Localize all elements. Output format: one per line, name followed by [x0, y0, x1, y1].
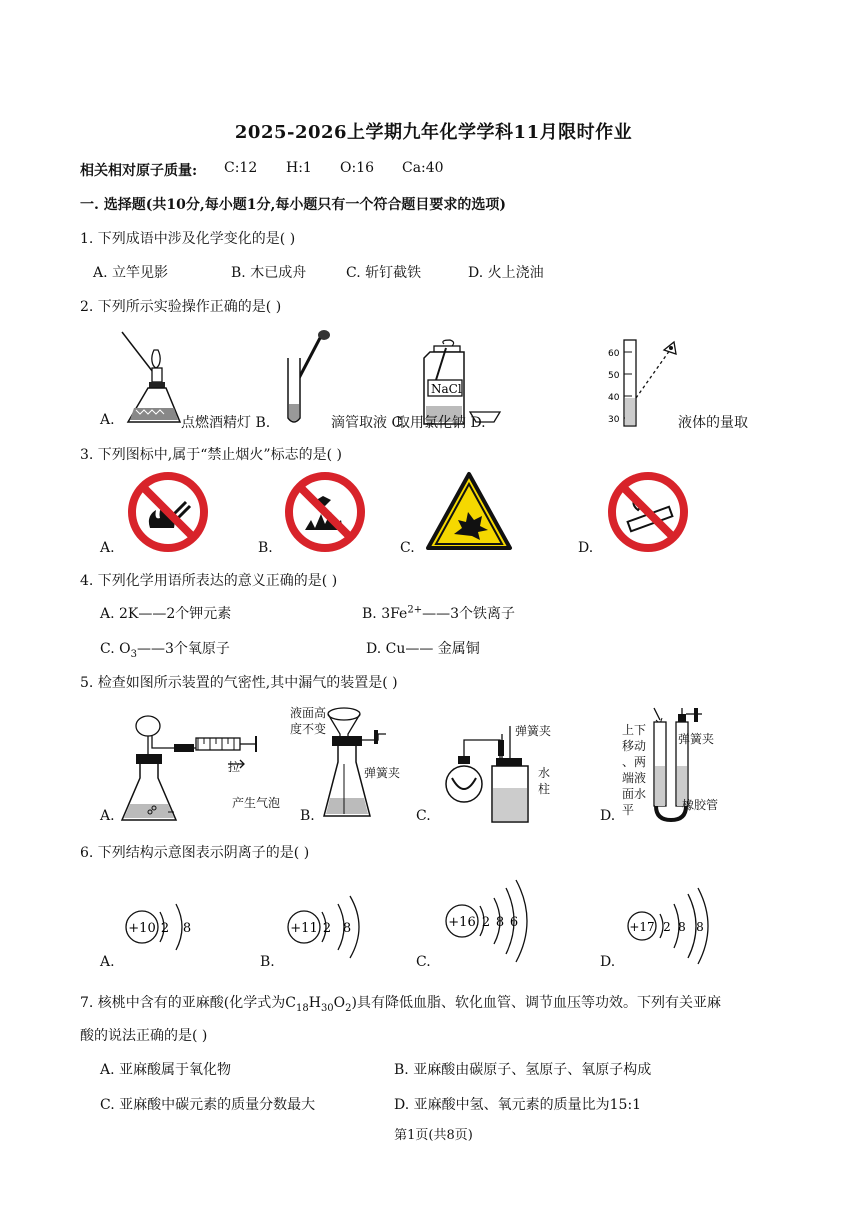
atom-d-shell-3: 8 [696, 920, 704, 934]
section-heading: 一. 选择题(共10分,每小题1分,每小题只有一个符合题目要求的选项) [80, 197, 506, 213]
question-7-stem-line-2: 酸的说法正确的是( ) [80, 1028, 208, 1044]
atom-a-nucleus: +10 [128, 921, 156, 936]
explosive-warning-sign-c [424, 470, 514, 554]
question-5-option-d: D. [600, 808, 616, 824]
question-6-stem: 6. 下列结构示意图表示阴离子的是( ) [80, 845, 310, 861]
question-2-stem: 2. 下列所示实验操作正确的是( ) [80, 299, 282, 315]
label-level-2: 度不变 [290, 722, 327, 736]
atom-structure-a [120, 892, 210, 962]
atom-structure-b [284, 890, 374, 964]
question-1-option-a: A. 立竿见影 [93, 265, 169, 281]
label-clip-d: 弹簧夹 [678, 732, 715, 746]
atom-structure-d [624, 886, 724, 966]
label-clip-c: 弹簧夹 [515, 724, 552, 738]
no-explosives-sign-b [283, 470, 367, 554]
label-pull: 拉 [228, 760, 241, 774]
atom-a-shell-1: 2 [160, 921, 170, 936]
question-3-option-a: A. [100, 540, 115, 556]
atom-d-shell-1: 2 [663, 920, 671, 934]
atomic-mass-o: O:16 [340, 160, 375, 176]
cylinder-tick-40: 40 [608, 393, 620, 403]
question-6-option-d: D. [600, 954, 616, 970]
atom-c-shell-3: 6 [509, 915, 519, 930]
page-title: 2025-2026上学期九年化学学科11月限时作业 [234, 122, 633, 143]
atomic-mass-label: 相关相对原子质量: [80, 163, 198, 179]
atomic-mass-c: C:12 [224, 160, 258, 176]
question-1-option-b: B. 木已成舟 [231, 265, 307, 281]
question-7-option-b: B. 亚麻酸由碳原子、氢原子、氧原子构成 [394, 1062, 652, 1078]
question-6-option-b: B. [260, 954, 275, 970]
atom-b-shell-2: 8 [342, 921, 352, 936]
label-updown: 上下 移动 、两 端液 面水 平 [622, 723, 647, 817]
question-2-option-a-caption: 点燃酒精灯 B. [181, 415, 271, 431]
measuring-cylinder-figure [600, 336, 690, 428]
question-3-stem: 3. 下列图标中,属于“禁止烟火”标志的是( ) [80, 447, 342, 463]
question-7-option-d: D. 亚麻酸中氢、氧元素的质量比为15:1 [394, 1097, 642, 1113]
cylinder-tick-30: 30 [608, 415, 620, 425]
label-bubbles: 产生气泡 [232, 796, 281, 810]
atom-c-shell-2: 8 [495, 915, 505, 930]
question-4-option-b: B. $3Fe^{2+}——3$个铁离子 [362, 604, 516, 622]
question-5-stem: 5. 检查如图所示装置的气密性,其中漏气的装置是( ) [80, 675, 398, 691]
cylinder-tick-60: 60 [608, 349, 620, 359]
atom-c-nucleus: +16 [448, 915, 476, 930]
question-6-option-a: A. [100, 954, 115, 970]
question-3-option-c: C. [400, 540, 415, 556]
question-7-option-a: A. 亚麻酸属于氧化物 [100, 1062, 232, 1078]
label-clip-b: 弹簧夹 [364, 766, 401, 780]
atom-b-nucleus: +11 [290, 921, 318, 936]
atom-d-shell-2: 8 [678, 920, 686, 934]
question-7-option-c: C. 亚麻酸中碳元素的质量分数最大 [100, 1097, 316, 1113]
nacl-label: NaCl [431, 382, 462, 396]
cylinder-tick-50: 50 [608, 371, 620, 381]
question-1-option-d: D. 火上浇油 [468, 265, 544, 281]
question-4-option-d: D. Cu—— 金属铜 [366, 641, 480, 657]
label-water-2: 柱 [538, 782, 551, 796]
atom-b-shell-1: 2 [322, 921, 332, 936]
alcohol-lamp-figure [122, 330, 184, 428]
question-7-stem-line-1: 7. 核桃中含有的亚麻酸(化学式为$C_{18}H_{30}O_2$)具有降低血脂、软化血管、调节血压等功效。下列有关亚麻 [80, 995, 721, 1014]
no-fire-sign-a [126, 470, 210, 554]
atom-structure-c [440, 876, 550, 966]
question-5-option-a: A. [100, 808, 115, 824]
question-2-option-d-caption: 液体的量取 [678, 415, 748, 431]
no-smoking-sign-d [606, 470, 690, 554]
question-1-stem: 1. 下列成语中涉及化学变化的是( ) [80, 231, 296, 247]
dropper-test-tube-figure [280, 328, 336, 428]
question-2-option-b-caption: 滴管取液 C. [331, 415, 407, 431]
label-water-1: 水 [538, 766, 551, 780]
page-footer: 第1页(共8页) [394, 1128, 473, 1143]
question-2-option-c: 取用氯化钠 D. [396, 415, 486, 431]
label-level-1: 液面高 [290, 706, 327, 720]
question-5-option-b: B. [300, 808, 315, 824]
question-1-option-c: C. 斩钉截铁 [346, 265, 422, 281]
question-4-stem: 4. 下列化学用语所表达的意义正确的是( ) [80, 573, 338, 589]
question-6-option-c: C. [416, 954, 431, 970]
label-rubber-tube: 橡胶管 [682, 798, 719, 812]
question-5-option-c: C. [416, 808, 431, 824]
question-4-option-c: C. $O_3——3$个氧原子 [100, 641, 230, 660]
atom-d-nucleus: +17 [629, 920, 655, 934]
atomic-mass-h: H:1 [286, 160, 312, 176]
atom-a-shell-2: 8 [182, 921, 192, 936]
question-2-option-a: A. [100, 412, 115, 428]
question-3-option-d: D. [578, 540, 594, 556]
atomic-mass-ca: Ca:40 [402, 160, 444, 176]
atom-c-shell-1: 2 [481, 915, 491, 930]
question-4-option-a: A. 2K——2个钾元素 [100, 606, 232, 622]
question-3-option-b: B. [258, 540, 273, 556]
